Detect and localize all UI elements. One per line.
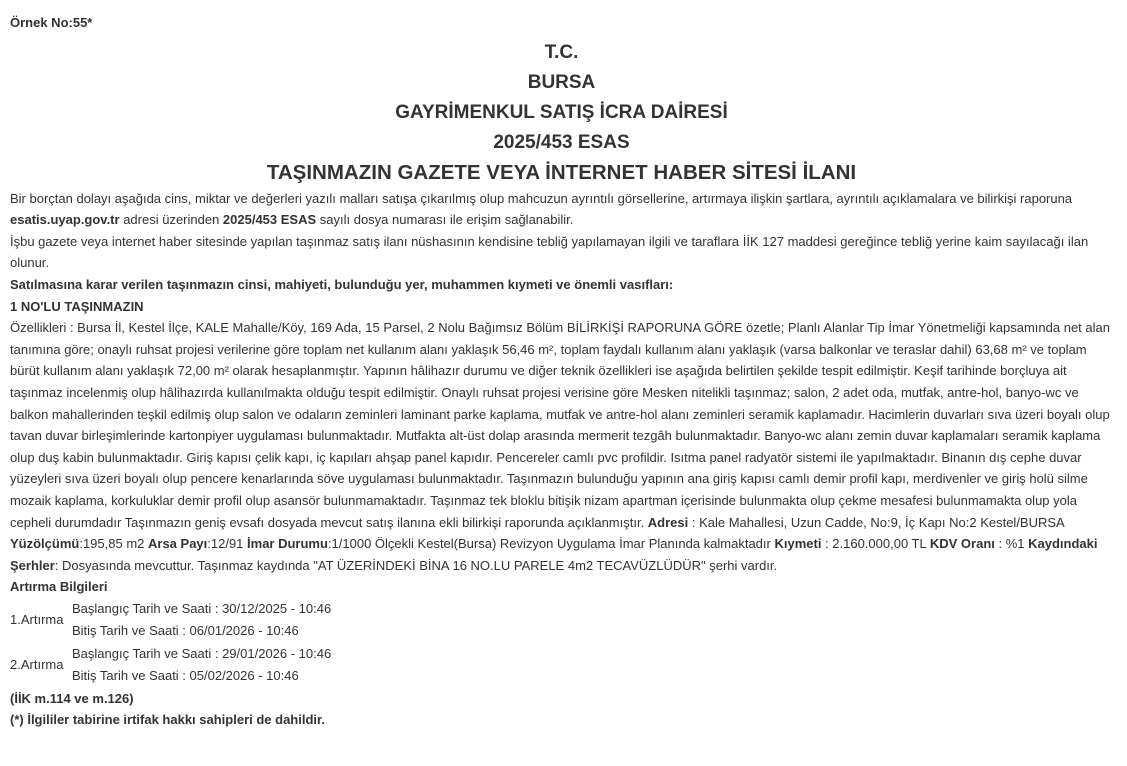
example-number: Örnek No:55* [10,15,93,30]
round-start: Başlangıç Tarih ve Saati : 30/12/2025 - 10:46 [72,600,332,616]
share-value: :12/91 [207,536,248,552]
property-title: 1 NO'LU TAŞINMAZIN [10,298,144,314]
file-number: 2025/453 ESAS [222,212,317,228]
website-address: esatis.uyap.gov.tr [10,212,120,228]
zoning-value: :1/1000 Ölçekli Kestel(Bursa) Revizyon Uygulama İmar Planında kalmaktadır [327,536,775,552]
zoning-label: İmar Durumu [247,536,328,552]
vat-value: : %1 [994,536,1029,552]
value-amount: : 2.160.000,00 TL [821,536,930,552]
round-label: 1.Artırma [10,612,64,628]
intro-paragraph: Bir borçtan dolayı aşağıda cins, miktar ve değerleri yazılı malları satışa çıkarılmış olup mahcuzun ayrıntılı görsellerine, artırmaya ilişkin şartlara, ayrıntılı açıklamalara ve bilirkişi raporuna esatis.uyap.gov.tr adresi üzerinden 2025/453 ESAS sayılı dosya numarası ile erişim sağlanabilir. [10,190,1073,228]
footnote: (*) İlgililer tabirine irtifak hakkı sahipleri de dahildir. [10,712,325,728]
round-end: Bitiş Tarih ve Saati : 05/02/2026 - 10:46 [72,668,299,684]
auction-title: Artırma Bilgileri [10,579,108,595]
address-value: : Kale Mahallesi, Uzun Cadde, No:9, İç Kapı No:2 Kestel/BURSA [688,514,1065,530]
law-reference: (İİK m.114 ve m.126) [10,690,134,706]
auction-round-2 [10,643,1113,688]
value-label: Kıymeti [774,536,822,552]
header-case-number: 2025/453 ESAS [493,131,630,153]
address-label: Adresi [647,514,689,530]
document-header [10,38,1113,188]
round-end: Bitiş Tarih ve Saati : 06/01/2026 - 10:46 [72,623,299,639]
auction-round-1 [10,598,1113,643]
header-city: BURSA [527,71,596,93]
header-tc: T.C. [544,41,579,63]
property-description: Özellikleri : Bursa İl, Kestel İlçe, KALE Mahalle/Köy, 169 Ada, 15 Parsel, 2 Nolu Bağımsız Bölüm BİLİRKİŞİ RAPORUNA GÖRE özetle; Planlı Alanlar Tip İmar Yönetmeliği kapsamında net alan tanımına göre; onaylı ruhsat projesi verilerine göre toplam net kullanım alanı yaklaşık 56,46 m², toplam faydalı kullanım alanı yaklaşık (varsa balkonlar ve teraslar dahil) 63,68 m² ve toplam bürüt kullanım alanı yaklaşık 72,00 m² olarak hesaplanmıştır. Yapının hâlihazır durumu ve diğer teknik özellikleri ise aşağıda belirtilen şekilde tespit edilmiştir. Keşif tarihinde borçluya ait taşınmaz incelenmiş olup hâlihazırda kullanılmakta olduğu tespit edilmiştir. Onaylı ruhsat projesi verisine göre Mesken nitelikli taşınmaz; salon, 2 adet oda, mutfak, antre-hol, banyo-wc ve balkon mahallerinden teşkil edilmiş olup salon ve odaların zeminleri laminant parke kaplama, mutfak ve antre-hol alanı zeminleri seramik kaplamadır. Hacimlerin duvarları sıva üzeri boyalı olup tavan duvar birleşimlerinde kartonpiyer uygulaması bulunmaktadır. Mutfakta alt-üst dolap arasında mermerit tezgâh bulunmaktadır. Banyo-wc alanı zemin duvar kaplamaları seramik kaplama olup duş kabin bulunmaktadır. Giriş kapısı çelik kapı, iç kapıları ahşap panel kapıdır. Pencereler camlı pvc profildir. Isıtma panel radyatör sistemi ile yapılmaktadır. Binanın dış cephe duvar yüzeyleri sıva üzeri boyalı olup pencere kenarlarında söve uygulaması bulunmaktadır. Taşınmazın bulunduğu yapının ana giriş kapısı camlı demir profil kapı, merdivenler ve giriş holü silme mozaik kaplama, korkuluklar demir profil olup asansör bulunmamaktadır. Taşınmaz tek bloklu bitişik nizam apartman içerisinde bulunmakta olup çekme mesafesi bulunmamakta olup yola cepheli durumdadır Taşınmazın geniş evsafı dosyada mevcut satış ilanına ekli bilirkişi raporunda açıklanmıştır. Adresi : Kale Mahallesi, Uzun Cadde, No:9, İç Kapı No:2 Kestel/BURSA Yüzölçümü:195,85 m2 Arsa Payı:12/91 İmar Durumu:1/1000 Ölçekli Kestel(Bursa) Revizyon Uygulama İmar Planında kalmaktadır Kıymeti : 2.160.000,00 TL KDV Oranı : %1 Kaydındaki Şerhler: Dosyasında mevcuttur. Taşınmaz kaydında "AT ÜZERİNDEKİ BİNA 16 NO.LU PARELE 4m2 TECAVÜZLÜDÜR" şerhi vardır. [10,320,1110,573]
area-value: :195,85 m2 [79,536,148,552]
notice-paragraph: İşbu gazete veya internet haber sitesinde yapılan taşınmaz satış ilanı nüshasının kendisine tebliğ yapılamayan ilgili ve taraflara İİK 127 maddesi gereğince tebliğ yerine kaim sayılacağı ilan olunur. [10,233,1089,271]
records-label: Kaydındaki Şerhler [10,536,1098,573]
header-office: GAYRİMENKUL SATIŞ İCRA DAİRESİ [395,101,728,123]
round-label: 2.Artırma [10,657,64,673]
share-label: Arsa Payı [148,536,208,552]
area-label: Yüzölçümü [10,536,80,552]
round-start: Başlangıç Tarih ve Saati : 29/01/2026 - 10:46 [72,645,332,661]
records-value: : Dosyasında mevcuttur. Taşınmaz kaydında "AT ÜZERİNDEKİ BİNA 16 NO.LU PARELE 4m2 TECAVÜZLÜDÜR" şerhi vardır. [54,557,778,573]
vat-label: KDV Oranı [929,536,995,552]
header-announcement-title: TAŞINMAZIN GAZETE VEYA İNTERNET HABER SİTESİ İLANI [266,160,857,184]
section-title: Satılmasına karar verilen taşınmazın cinsi, mahiyeti, bulunduğu yer, muhammen kıymeti ve önemli vasıfları: [10,276,674,292]
auction-rounds [10,598,1113,688]
